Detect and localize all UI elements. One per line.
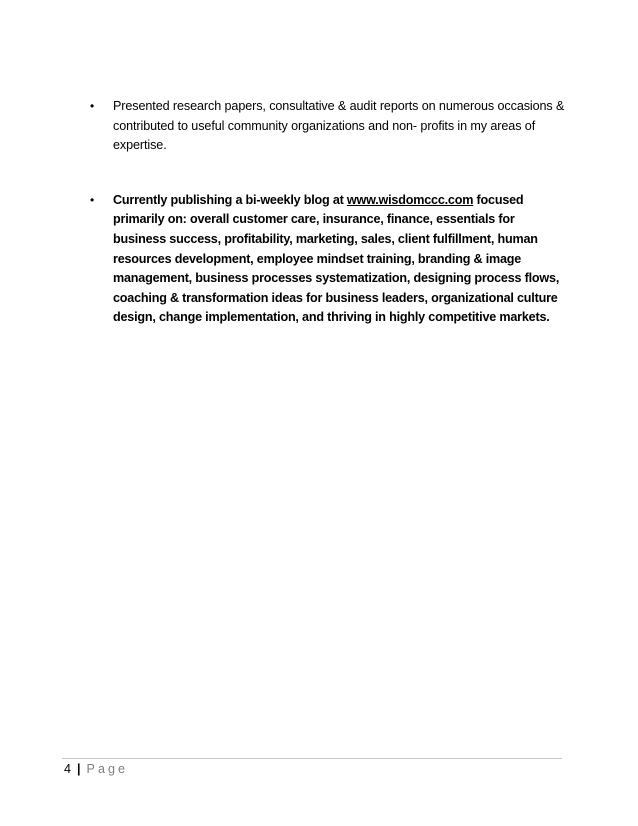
page-separator: | <box>77 762 81 776</box>
bullet-text-rest: focused primarily on: overall customer care, insurance, finance, essentials for business success, profitability, marketing, sales, client fulfillment, human resources development, employee mindset training, branding & image management, business processes systematization, designing process flows, coaching & transformation ideas for business leaders, organizational culture design, change implementation, and thriving in highly competitive markets. <box>113 192 560 325</box>
bullet-point: • <box>90 192 95 207</box>
bullet-list <box>88 97 568 328</box>
bullet-text: Presented research papers, consultative & audit reports on numerous occasions & contributed to useful community organizations and non- profits in my areas of expertise. <box>113 99 565 153</box>
blog-link[interactable]: www.wisdomccc.com <box>346 192 474 207</box>
page-footer <box>64 761 128 777</box>
bullet-point: • <box>90 99 95 113</box>
page-label: Page <box>86 762 128 776</box>
list-item <box>88 191 568 328</box>
page-number: 4 <box>64 762 72 776</box>
list-item <box>88 97 568 156</box>
footer-divider <box>62 758 562 759</box>
bullet-text-lead: Currently publishing a bi-weekly blog at <box>113 192 347 207</box>
